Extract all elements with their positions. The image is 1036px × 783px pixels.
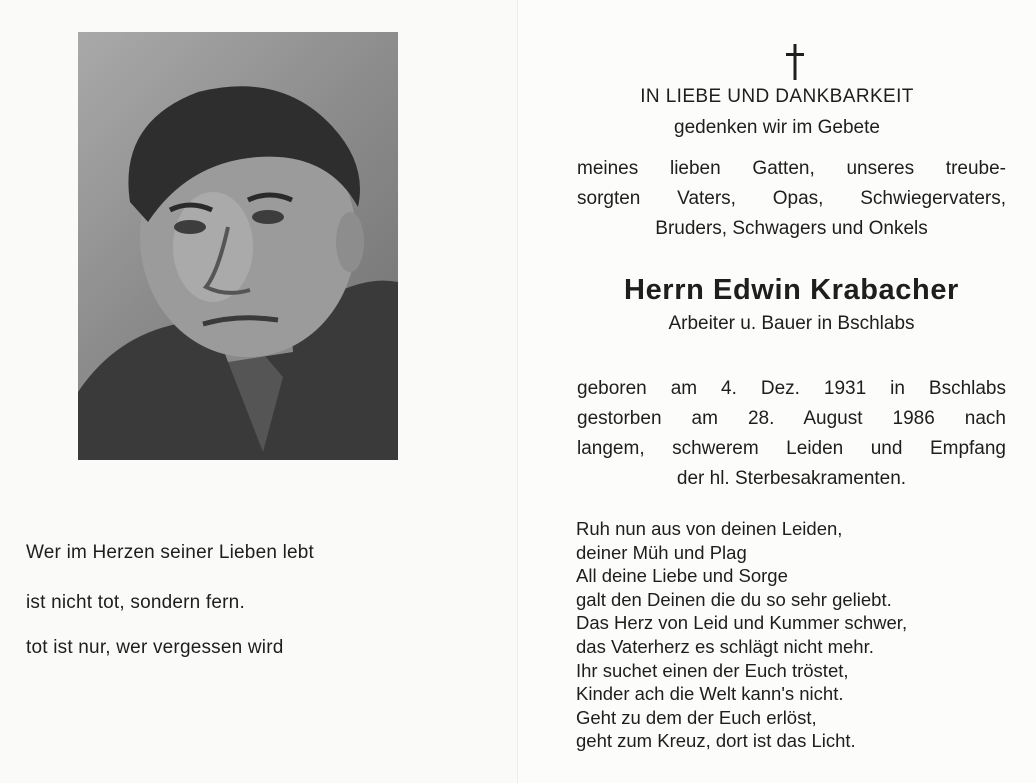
relation-block [577, 154, 1006, 244]
poem-line: Das Herz von Leid und Kummer schwer, [576, 612, 908, 634]
poem-line: das Vaterherz es schlägt nicht mehr. [576, 635, 874, 657]
relation-line-3: Bruders, Schwagers und Onkels [655, 218, 928, 239]
occupation: Arbeiter u. Bauer in Bschlabs [668, 313, 915, 334]
quote-line-3: tot ist nur, wer vergessen wird [26, 637, 284, 658]
relation-line-1: meines lieben Gatten, unseres treube- [577, 158, 1006, 179]
poem-line: Kinder ach die Welt kann's nicht. [576, 683, 844, 705]
life-line-4: der hl. Sterbesakramenten. [676, 468, 907, 489]
poem-line: deiner Müh und Plag [576, 541, 747, 563]
right-page [518, 0, 1036, 783]
life-line-2: gestorben am 28. August 1986 nach [577, 408, 1006, 429]
poem-line: All deine Liebe und Sorge [576, 565, 788, 587]
poem [576, 517, 907, 753]
portrait-illustration [78, 32, 398, 460]
poem-line: geht zum Kreuz, dort ist das Licht. [576, 730, 856, 752]
life-block [577, 374, 1006, 494]
quote-line-2: ist nicht tot, sondern fern. [26, 592, 245, 613]
life-line-1: geboren am 4. Dez. 1931 in Bschlabs [577, 378, 1006, 399]
portrait-photo [78, 32, 398, 460]
heading: IN LIEBE UND DANKBARKEIT [640, 86, 914, 107]
cross-icon [786, 44, 804, 80]
subheading: gedenken wir im Gebete [674, 117, 880, 138]
poem-line: Ruh nun aus von deinen Leiden, [576, 518, 843, 539]
poem-line: galt den Deinen die du so sehr geliebt. [576, 588, 892, 610]
relation-line-2: sorgten Vaters, Opas, Schwiegervaters, [577, 188, 1006, 209]
deceased-name: Herrn Edwin Krabacher [624, 274, 959, 306]
quote-line-1: Wer im Herzen seiner Lieben lebt [26, 542, 315, 563]
poem-line: Geht zu dem der Euch erlöst, [576, 706, 817, 728]
life-line-3: langem, schwerem Leiden und Empfang [577, 438, 1006, 459]
poem-line: Ihr suchet einen der Euch tröstet, [576, 659, 849, 681]
